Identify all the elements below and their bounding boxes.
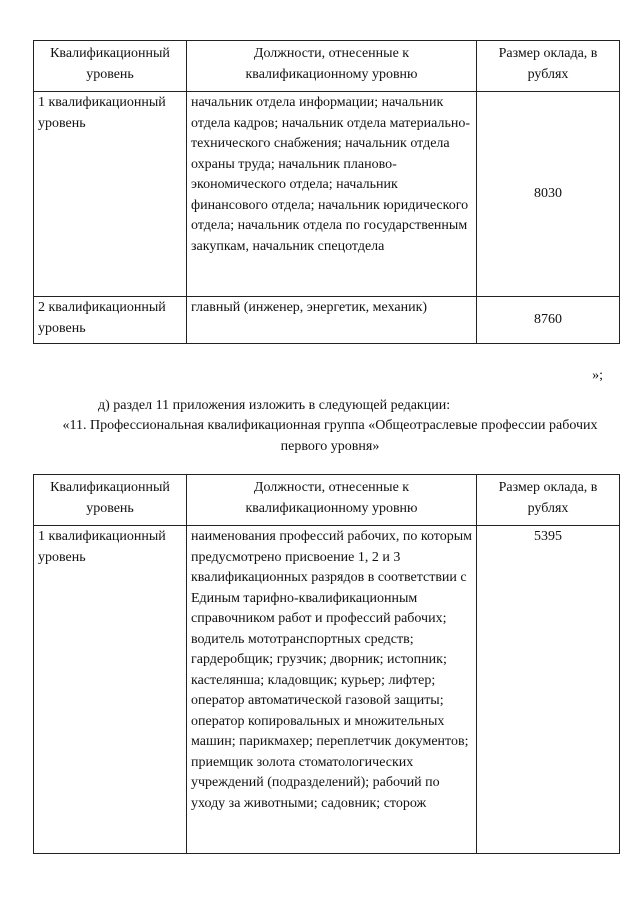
section-instruction: д) раздел 11 приложения изложить в следующей редакции: [98,398,451,413]
table-row [34,526,620,854]
header-level: Квалификационный уровень [34,41,187,92]
header-salary: Размер оклада, в рублях [477,41,620,92]
group-heading: «11. Профессиональная квалификационная группа «Общеотраслевые профессии рабочих первого уровня» [62,418,598,454]
cell-level: 1 квалификационный уровень [34,92,187,297]
header-salary: Размер оклада, в рублях [477,475,620,526]
cell-positions: наименования профессий рабочих, по которым предусмотрено присвоение 1, 2 и 3 квалификационных разрядов в соответствии с Единым тарифно-квалификационным справочником работ и профессий рабочих; водитель мототранспортных средств; гардеробщик; грузчик; дворник; истопник; кастелянша; кладовщик; курьер; лифтер; оператор автоматической газовой защиты; оператор копировальных и множительных машин; парикмахер; переплетчик документов; приемщик золота стоматологических учреждений (подразделений); рабочий по уходу за животными; садовник; сторож [187,526,477,854]
cell-positions: начальник отдела информации; начальник отдела кадров; начальник отдела материально-технического снабжения; начальник отдела охраны труда; начальник планово-экономического отдела; начальник финансового отдела; начальник юридического отдела; начальник отдела по государственным закупкам, начальник спецотдела [187,92,477,297]
cell-salary: 5395 [477,526,620,854]
salary-table-managers [33,40,620,344]
table-row [34,92,620,297]
cell-level: 2 квалификационный уровень [34,297,187,344]
table-row [34,297,620,344]
header-positions: Должности, отнесенные к квалификационному уровню [187,41,477,92]
table-header-row [34,41,620,92]
cell-level: 1 квалификационный уровень [34,526,187,854]
table-header-row [34,475,620,526]
closing-quote-mark: »; [592,368,603,383]
cell-salary: 8030 [477,92,620,297]
salary-table-workers [33,474,620,854]
cell-salary: 8760 [477,297,620,344]
header-positions: Должности, отнесенные к квалификационному уровню [187,475,477,526]
cell-positions: главный (инженер, энергетик, механик) [187,297,477,344]
header-level: Квалификационный уровень [34,475,187,526]
